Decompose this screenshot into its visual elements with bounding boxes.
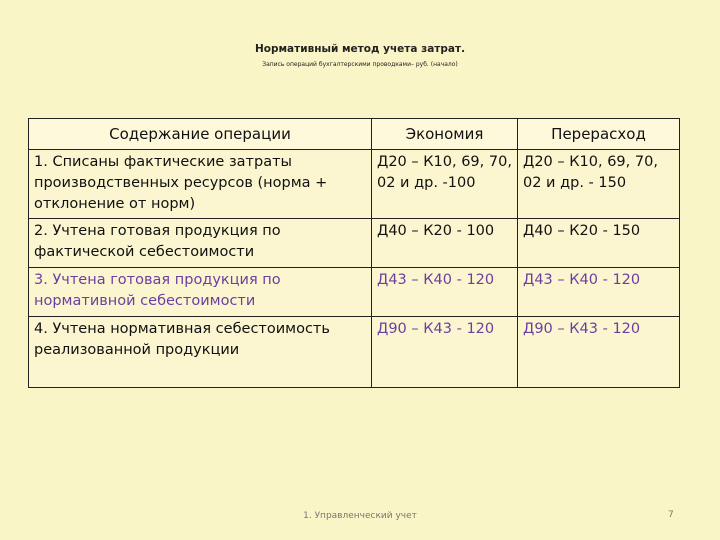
operation-cell: 4. Учтена нормативная себестоимость реализованной продукции bbox=[29, 317, 372, 388]
page-number: 7 bbox=[668, 510, 674, 520]
overrun-cell: Д43 – К40 - 120 bbox=[518, 268, 680, 317]
table-row-highlighted bbox=[29, 268, 680, 317]
header-overrun: Перерасход bbox=[518, 119, 680, 150]
saving-cell: Д40 – К20 - 100 bbox=[372, 219, 518, 268]
operation-cell: 1. Списаны фактические затраты производственных ресурсов (норма + отклонение от норм) bbox=[29, 150, 372, 219]
saving-cell: Д20 – К10, 69, 70, 02 и др. -100 bbox=[372, 150, 518, 219]
saving-cell: Д43 – К40 - 120 bbox=[372, 268, 518, 317]
footer-text: 1. Управленческий учет bbox=[303, 511, 417, 521]
table-row bbox=[29, 150, 680, 219]
table-header-row bbox=[29, 119, 680, 150]
overrun-cell: Д40 – К20 - 150 bbox=[518, 219, 680, 268]
saving-cell: Д90 – К43 - 120 bbox=[372, 317, 518, 388]
table-row bbox=[29, 219, 680, 268]
slide-subtitle: Запись операций бухгалтерскими проводками– руб. (начало) bbox=[262, 61, 458, 68]
cost-accounting-table bbox=[28, 118, 680, 388]
overrun-cell: Д20 – К10, 69, 70, 02 и др. - 150 bbox=[518, 150, 680, 219]
header-operation: Содержание операции bbox=[29, 119, 372, 150]
table-row bbox=[29, 317, 680, 388]
operation-cell: 2. Учтена готовая продукция по фактической себестоимости bbox=[29, 219, 372, 268]
header-saving: Экономия bbox=[372, 119, 518, 150]
overrun-cell: Д90 – К43 - 120 bbox=[518, 317, 680, 388]
operation-cell: 3. Учтена готовая продукция по нормативной себестоимости bbox=[29, 268, 372, 317]
slide-title: Нормативный метод учета затрат. bbox=[254, 43, 466, 55]
